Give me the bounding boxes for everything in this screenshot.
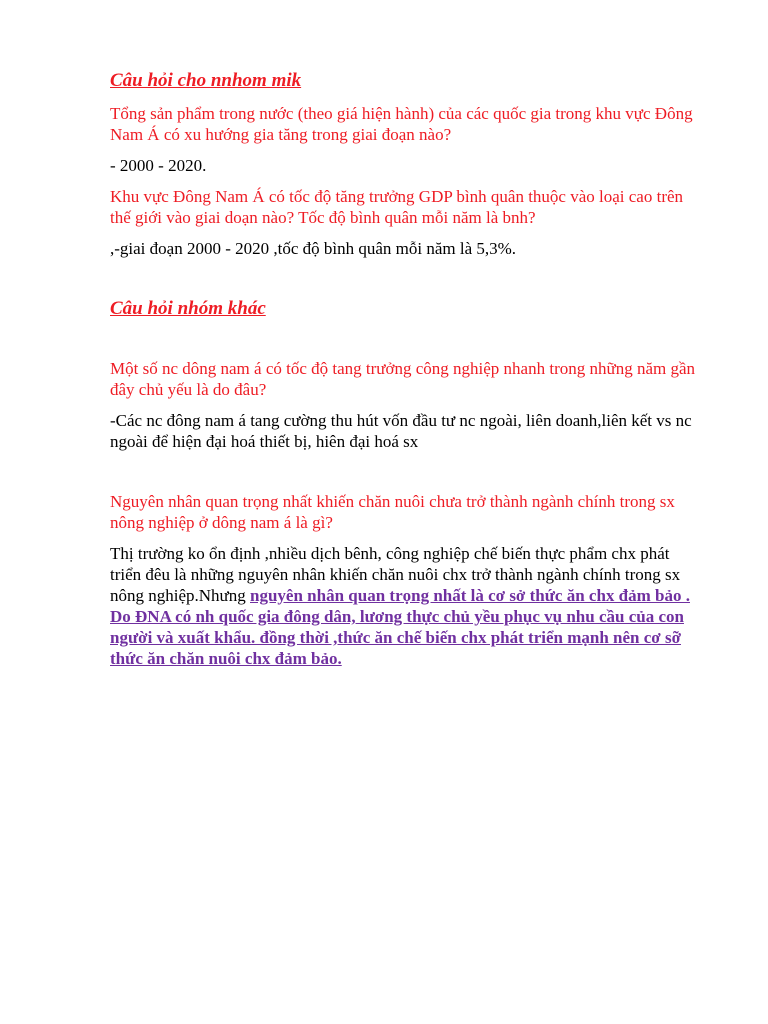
section-heading-own-group: Câu hỏi cho nnhom mik <box>110 70 302 91</box>
question-livestock-reason: Nguyên nhân quan trọng nhất khiến chăn nuôi chưa trở thành ngành chính trong sx nông nghiệp ở dông nam á là gì? <box>110 492 675 532</box>
question-gdp-trend: Tổng sản phẩm trong nước (theo giá hiện hành) của các quốc gia trong khu vực Đông Nam Á có xu hướng gia tăng trong giai đoạn nào? <box>110 104 693 144</box>
section-heading-other-group: Câu hỏi nhóm khác <box>110 298 266 319</box>
question-gdp-growth-rate: Khu vực Đông Nam Á có tốc độ tăng trưởng GDP bình quân thuộc vào loại cao trên thế giới vào giai doạn nào? Tốc độ bình quân mỗi năm là bnh? <box>110 187 684 227</box>
answer-gdp-trend: - 2000 - 2020. <box>110 156 207 175</box>
answer-gdp-growth-rate: ,-giai đoạn 2000 - 2020 ,tốc độ bình quân mỗi năm là 5,3%. <box>110 239 517 258</box>
answer-livestock-reason <box>110 543 700 669</box>
answer-industrial-growth: -Các nc đông nam á tang cường thu hút vốn đầu tư nc ngoài, liên doanh,liên kết vs nc ngoài để hiện đại hoá thiết bị, hiên đại hoá sx <box>110 411 692 451</box>
answer-livestock-emphasis-text: nguyên nhân quan trọng nhất là cơ sở thức ăn chx đảm bảo . Do ĐNA có nh quốc gia đông dân, lương thực chủ yều phục vụ nhu cầu của con người và xuất khẩu. đồng thời ,thức ăn chế biến chx phát triển mạnh nên cơ sỡ thức ăn chăn nuôi chx đảm bảo. <box>110 586 690 668</box>
question-industrial-growth: Một số nc dông nam á có tốc độ tang trưởng công nghiệp nhanh trong những năm gần đây chủ yếu là do đâu? <box>110 359 696 399</box>
answer-livestock-plain-text: Thị trường ko ổn định ,nhiều dịch bênh, công nghiệp chế biến thực phẩm chx phát triển đêu là những nguyên nhân khiến chăn nuôi chx trở thành ngành chính trong sx nông nghiệp.Nhưng <box>110 544 681 605</box>
